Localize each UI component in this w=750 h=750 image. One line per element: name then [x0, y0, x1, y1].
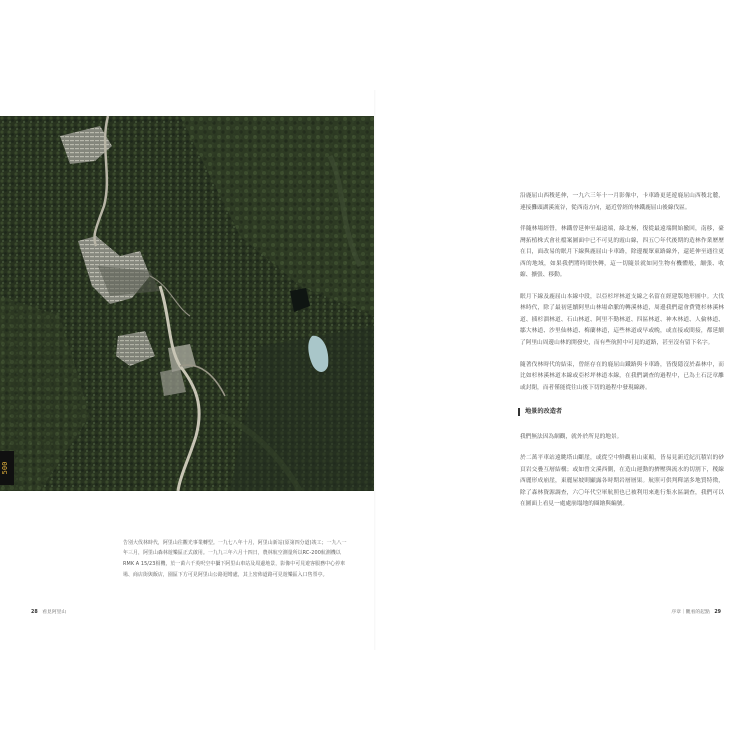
left-page-number: 28: [31, 610, 38, 615]
left-running-title: 看見阿里山: [42, 610, 67, 615]
section-heading-text: 地景的改造者: [525, 408, 563, 416]
body-text-column: [520, 191, 724, 521]
right-page-number: 29: [714, 610, 721, 615]
body-paragraph: 沿鹿屈山西稜延伸，一九六三年十一月影像中，卡車路更延遊鹿屈山西稜北麓，連接攤頭湖溪流谷，從西南方向，逼近曾經的林鐵鹿屈山後線伐區。: [520, 193, 724, 211]
right-folio: [671, 608, 724, 615]
photo-caption: 告別大伐林時代，阿里山往觀光事業轉型。一九七八年十月，阿里山新站(原第四分道)竣工；一九八一年三月，阿里山森林遊樂區正式啟用。一九九三年六月十四日，農林航空測量所以RC-200航測機以RMK A 15/23相機，於一萬六千英呎空中攝下阿里山車站及周邊地景，影像中可見遊客服務中心停車場、商店街與飯店，園區下方可見阿里山公路迴彎處，其上密佈道路可見遊樂區入口售票亭。: [123, 539, 347, 578]
film-frame-counter: 500: [1, 461, 9, 475]
section-heading: [518, 406, 724, 418]
body-paragraph: 於二萬平車站遠眺塔山斷崖，或從空中鮮觀祖山東顛，皆易見新近紀沉積岩的砂頁岩交疊互層結構；或如曾文溪西側，在造山運動的擠壓與流水的切割下，稜線西麗形成崩崖，東麗屋坡則顯露各時期岩層層果。航照可供判釋諸多地質特徵，除了森林資源調查，六〇年代空軍航照也已被利用來進行集水區調查，我們可以在圖面上看見一處處崩塌地的圈繪與編號。: [520, 455, 724, 508]
body-paragraph: 眠月下線及鹿屈山本線中段，以亞杉坪林道支線之名留在經建版地形圖中。大伐林時代，除了最初延續阿里山林場命脈的轉溪林道，周邊我們還會費覽杉林溪林道、插杉溜林道、石山林道、阿里不勤林道、四區林道、神木林道、人倫林道、鄒大林道、沙里仙林道、梅蘭林道，這些林道或早或晚，或直接或間接，都延續了阿里山周邊山林的開發史，而有些航照中可見的道路，甚至沒有留下名字。: [520, 293, 724, 347]
right-running-title: 序章｜觀看的起點: [671, 610, 710, 615]
heading-bar-icon: [518, 408, 520, 416]
body-paragraph: 我們無法因為網觀，就外於所見的地景。: [520, 433, 623, 440]
left-folio: [28, 608, 66, 615]
aerial-photograph: [0, 116, 374, 491]
body-paragraph: 隨著伐林時代的結束，曾經存在的鹿屈山鐵路與卡車路，皆復隱沒於森林中，而比如杉林溪林道本線或亞杉坪林道本線，在我們調查的過程中，已為土石泛章離或封閉，而者僅能從往山後下切的過程中發現線跡。: [520, 361, 724, 391]
body-paragraph: 伴隨林場經營，林鐵曾延伸至最遠端，綠北極，復從最遠端開始撤回，南移，臺灣拓植株式會社檔案圖面中已不可見的霞山線，四五〇年代後期的造林作業歷歷在目，面改易的眠月下線與鹿屈山卡車路，除邊覆眾東路線外，還延伸至通往更西的地域，如果我們將時間快轉，這一切隨景就如同生物有機體般，繃張、收縮、擴張、移動。: [520, 226, 724, 279]
page-gutter: [374, 90, 376, 650]
